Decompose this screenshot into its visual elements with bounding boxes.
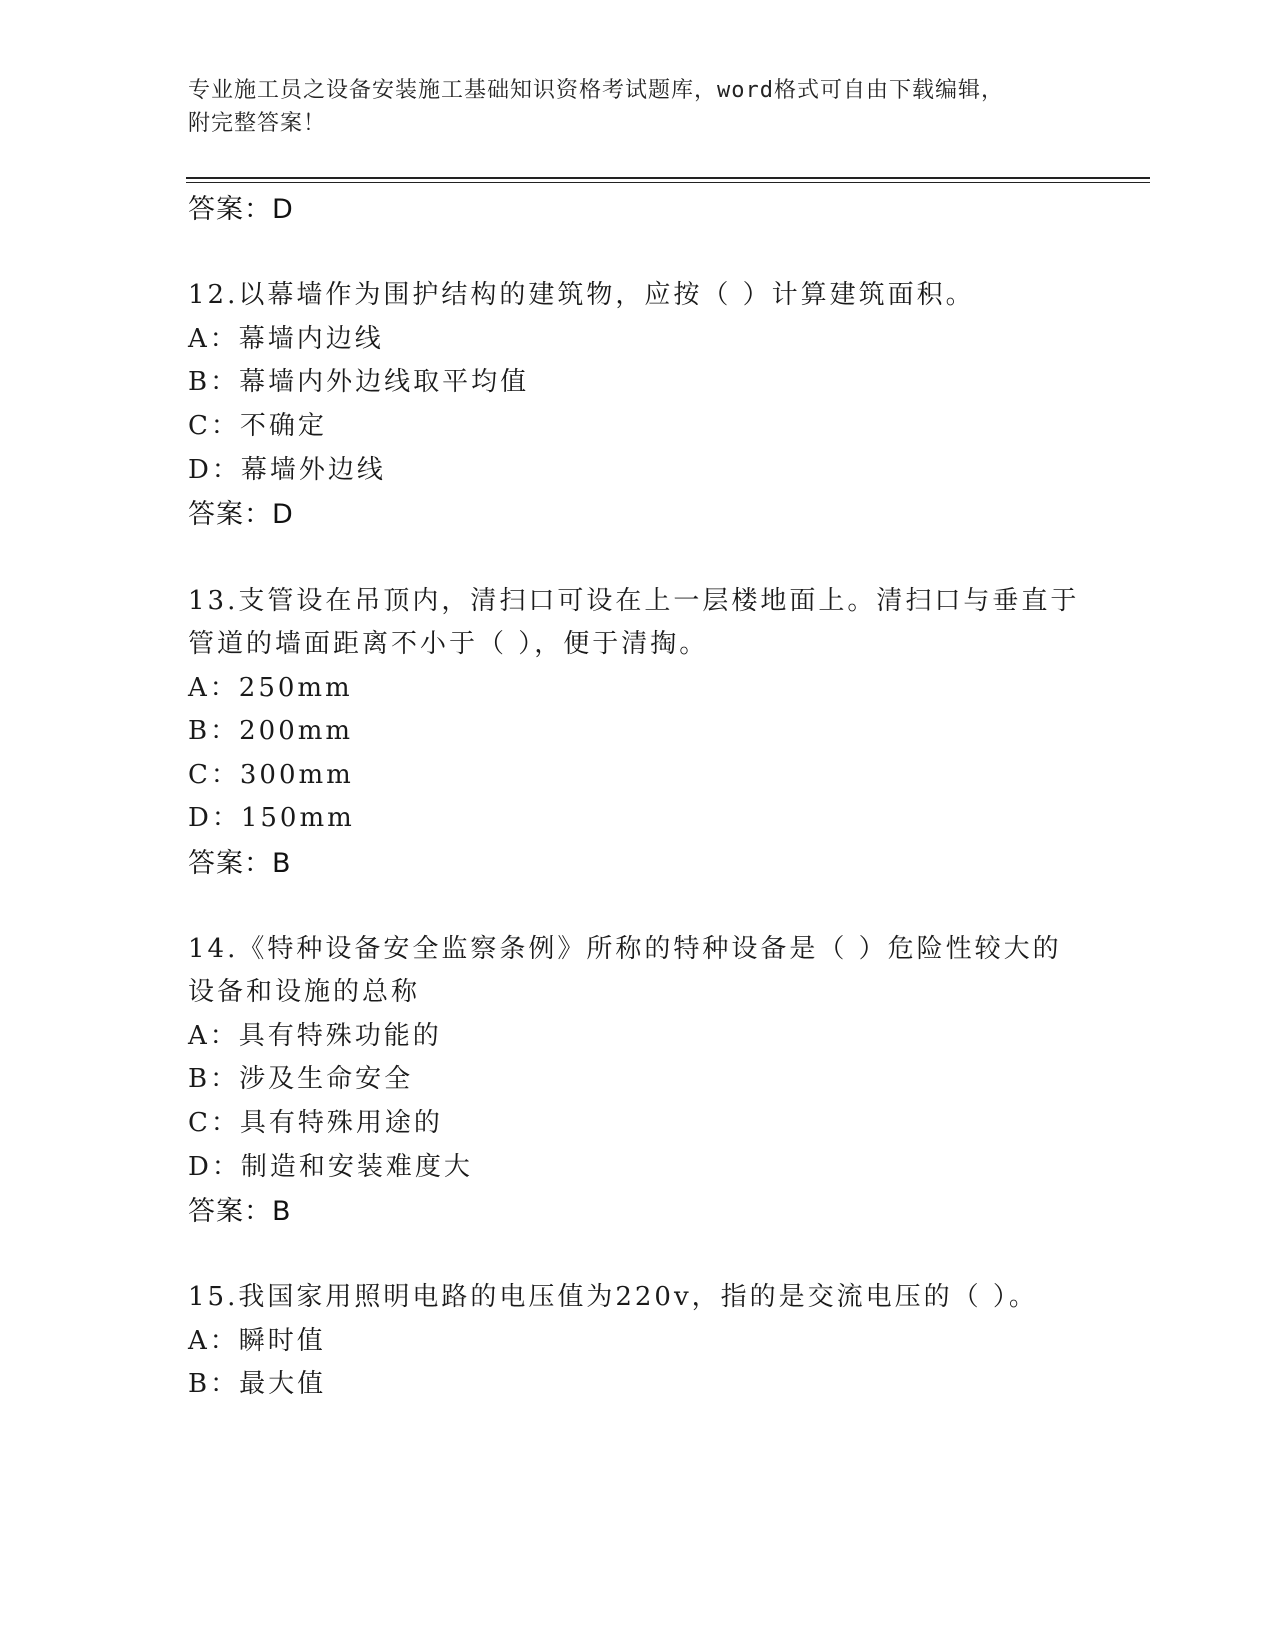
question-12-option-a: A：幕墙内边线: [188, 324, 384, 354]
question-12-answer: 答案：D: [188, 499, 294, 530]
question-14-option-a: A：具有特殊功能的: [188, 1021, 442, 1051]
header-divider-thin: [186, 182, 1150, 183]
question-13-stem-line-2: 管道的墙面距离不小于（ ），便于清掏。: [188, 629, 709, 659]
question-13-option-a: A：250mm: [188, 673, 353, 703]
question-12-option-d: D：幕墙外边线: [188, 455, 386, 485]
header-divider-thick: [186, 177, 1150, 179]
question-14-option-b: B：涉及生命安全: [188, 1064, 414, 1094]
question-12-stem: 12.以幕墙作为围护结构的建筑物，应按（ ）计算建筑面积。: [188, 280, 975, 310]
question-13-option-d: D：150mm: [188, 803, 355, 833]
question-12-option-b: B：幕墙内外边线取平均值: [188, 367, 530, 397]
question-14-stem-line-1: 14.《特种设备安全监察条例》所称的特种设备是（ ）危险性较大的: [188, 934, 1062, 964]
question-13-option-b: B：200mm: [188, 716, 354, 746]
document-header: [188, 74, 1088, 140]
header-line-2: 附完整答案！: [188, 111, 327, 136]
header-line-1: 专业施工员之设备安装施工基础知识资格考试题库，word格式可自由下载编辑，: [188, 78, 1004, 103]
question-14-answer: 答案：B: [188, 1196, 292, 1227]
question-13-answer: 答案：B: [188, 848, 292, 879]
question-12-option-c: C：不确定: [188, 411, 327, 441]
question-15-option-a: A：瞬时值: [188, 1326, 326, 1356]
question-15-option-b: B：最大值: [188, 1369, 327, 1399]
question-13-stem-line-1: 13.支管设在吊顶内，清扫口可设在上一层楼地面上。清扫口与垂直于: [188, 586, 1080, 616]
question-14-stem-line-2: 设备和设施的总称: [188, 977, 421, 1007]
question-15-stem: 15.我国家用照明电路的电压值为220v，指的是交流电压的（ ）。: [188, 1282, 1038, 1312]
question-14-option-c: C：具有特殊用途的: [188, 1108, 443, 1138]
question-13-option-c: C：300mm: [188, 760, 354, 790]
previous-answer: 答案：D: [188, 194, 294, 225]
question-14-option-d: D：制造和安装难度大: [188, 1152, 473, 1182]
